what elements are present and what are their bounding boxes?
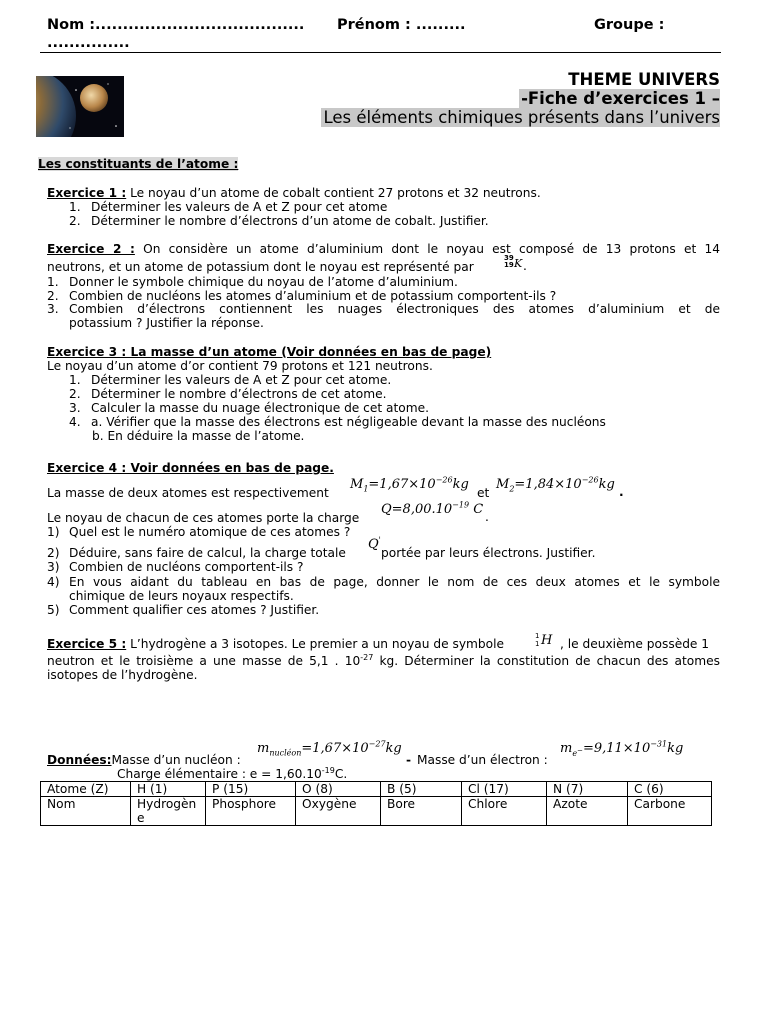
list-item: 1. Déterminer les valeurs de A et Z pour cet atome. <box>69 373 392 387</box>
list-item: 2. Combien de nucléons les atomes d’aluminium et de potassium comportent-ils ? <box>47 289 557 303</box>
ex1-label: Exercice 1 : <box>47 186 127 200</box>
elementary-charge: Charge élémentaire : $e = 1,60.10^{-19}C$. <box>117 765 348 781</box>
table-cell: H (1) <box>131 782 206 797</box>
potassium-nucleus-symbol: 39 19 K . <box>504 254 527 273</box>
table-cell: Oxygène <box>296 797 381 826</box>
list-item: 3. Combien d’électrons contiennent les nuages électroniques des atomes d’aluminium et de <box>47 302 720 316</box>
section-heading: Les constituants de l’atome : <box>38 157 239 171</box>
list-item: 3) Combien de nucléons comportent-ils ? <box>47 560 304 574</box>
groupe-dots: ............... <box>47 35 130 51</box>
ex4-charge: Le noyau de chacun de ces atomes porte la charge $Q=8,00.10^{-19}$ C . <box>47 500 489 525</box>
list-item-continuation: chimique de leurs noyaux respectifs. <box>69 589 294 603</box>
elements-table <box>40 781 712 826</box>
list-item: 3. Calculer la masse du nuage électronique de cet atome. <box>69 401 429 415</box>
table-cell: Chlore <box>462 797 547 826</box>
ex3-label: Exercice 3 : La masse d’un atome (Voir données en bas de page) <box>47 345 492 359</box>
table-header-row <box>41 782 712 797</box>
table-cell: B (5) <box>381 782 462 797</box>
table-row <box>41 797 712 826</box>
list-item: 4. a. Vérifier que la masse des électrons est négligeable devant la masse des nucléons <box>69 415 606 429</box>
header-rule <box>40 52 721 53</box>
ex5-line1: Exercice 5 : L’hydrogène a 3 isotopes. Le premier a un noyau de symbole 1 1 H , le deuxième possède 1 <box>47 637 720 651</box>
nom-field: Nom :...................................... <box>47 17 305 33</box>
nucleon-mass-formula: $m_{nucléon}=1,67\times 10^{-27}kg$ <box>257 739 402 758</box>
list-item: 1. Déterminer les valeurs de A et Z pour cet atome <box>69 200 388 214</box>
ex2-label: Exercice 2 : <box>47 242 135 256</box>
ex4-masses: La masse de deux atomes est respectivement $M_1=1,67\times 10^{-26}kg$ et $M_2=1,84\times 10^{-26}kg$ . <box>47 475 624 500</box>
list-item: 2. Déterminer le nombre d’électrons de cet atome. <box>69 387 387 401</box>
list-item: 2. Déterminer le nombre d’électrons d’un atome de cobalt. Justifier. <box>69 214 489 228</box>
donnees-label: Données: <box>47 753 112 767</box>
list-item: 2) Déduire, sans faire de calcul, la charge totale Q' portée par leurs électrons. Justifier. <box>47 535 596 560</box>
list-item: 4) En vous aidant du tableau en bas de page, donner le nom de ces deux atomes et le symbole <box>47 575 720 589</box>
hydrogen-nucleus-symbol: 1 1 H <box>535 632 553 648</box>
donnees-line1: Données:Masse d’un nucléon : $m_{nucléon}=1,67\times 10^{-27}kg$ - Masse d’un électron : $m_{e^-}=9,11\times 10^{-31}kg$ <box>47 739 684 767</box>
table-cell: Nom <box>41 797 131 826</box>
table-cell: Bore <box>381 797 462 826</box>
ex2-line2: neutrons, et un atome de potassium dont le noyau est représenté par 39 19 K . <box>47 260 720 274</box>
ex4-label: Exercice 4 : Voir données en bas de page. <box>47 461 334 475</box>
ex1-text: Le noyau d’un atome de cobalt contient 27 protons et 32 neutrons. <box>126 186 541 200</box>
list-item-continuation: b. En déduire la masse de l’atome. <box>92 429 305 443</box>
table-cell: Hydrogèn e <box>131 797 206 826</box>
planet-image <box>36 76 124 137</box>
electron-mass-formula: $m_{e^-}=9,11\times 10^{-31}kg$ <box>560 739 684 758</box>
list-item-continuation: potassium ? Justifier la réponse. <box>69 316 264 330</box>
m2-formula: $M_2=1,84\times 10^{-26}kg$ <box>496 475 615 494</box>
prenom-field: Prénom : ......... <box>337 17 466 33</box>
table-cell: Cl (17) <box>462 782 547 797</box>
table-cell: O (8) <box>296 782 381 797</box>
groupe-field: Groupe : <box>594 17 665 33</box>
list-item: 1. Donner le symbole chimique du noyau de l’atome d’aluminium. <box>47 275 458 289</box>
ex5-line3: isotopes de l’hydrogène. <box>47 668 198 682</box>
m1-formula: $M_1=1,67\times 10^{-26}kg$ <box>350 475 469 494</box>
table-cell: Azote <box>547 797 628 826</box>
ex2-line1: Exercice 2 : On considère un atome d’aluminium dont le noyau est composé de 13 protons et 14 <box>47 242 720 256</box>
list-item: 1) Quel est le numéro atomique de ces atomes ? <box>47 525 351 539</box>
theme-title: THEME UNIVERS <box>568 70 720 89</box>
table-cell: Atome (Z) <box>41 782 131 797</box>
ex1-intro <box>47 186 720 200</box>
table-cell: P (15) <box>206 782 296 797</box>
ex3-intro: Le noyau d’un atome d’or contient 79 protons et 121 neutrons. <box>47 359 433 373</box>
q-prime: Q' <box>368 535 381 552</box>
q-formula: $Q=8,00.10^{-19}$ C <box>381 500 484 517</box>
table-cell: Carbone <box>628 797 712 826</box>
list-item: 5) Comment qualifier ces atomes ? Justifier. <box>47 603 320 617</box>
page-subtitle: Les éléments chimiques présents dans l’univers <box>323 108 720 127</box>
ex5-line2: neutron et le troisième a une masse de 5,1 . $10^{-27}$ kg. Déterminer la constitution de chacun des atomes <box>47 652 720 668</box>
table-cell: C (6) <box>628 782 712 797</box>
fiche-title: -Fiche d’exercices 1 – <box>521 89 720 108</box>
table-cell: Phosphore <box>206 797 296 826</box>
ex5-label: Exercice 5 : <box>47 637 127 651</box>
table-cell: N (7) <box>547 782 628 797</box>
